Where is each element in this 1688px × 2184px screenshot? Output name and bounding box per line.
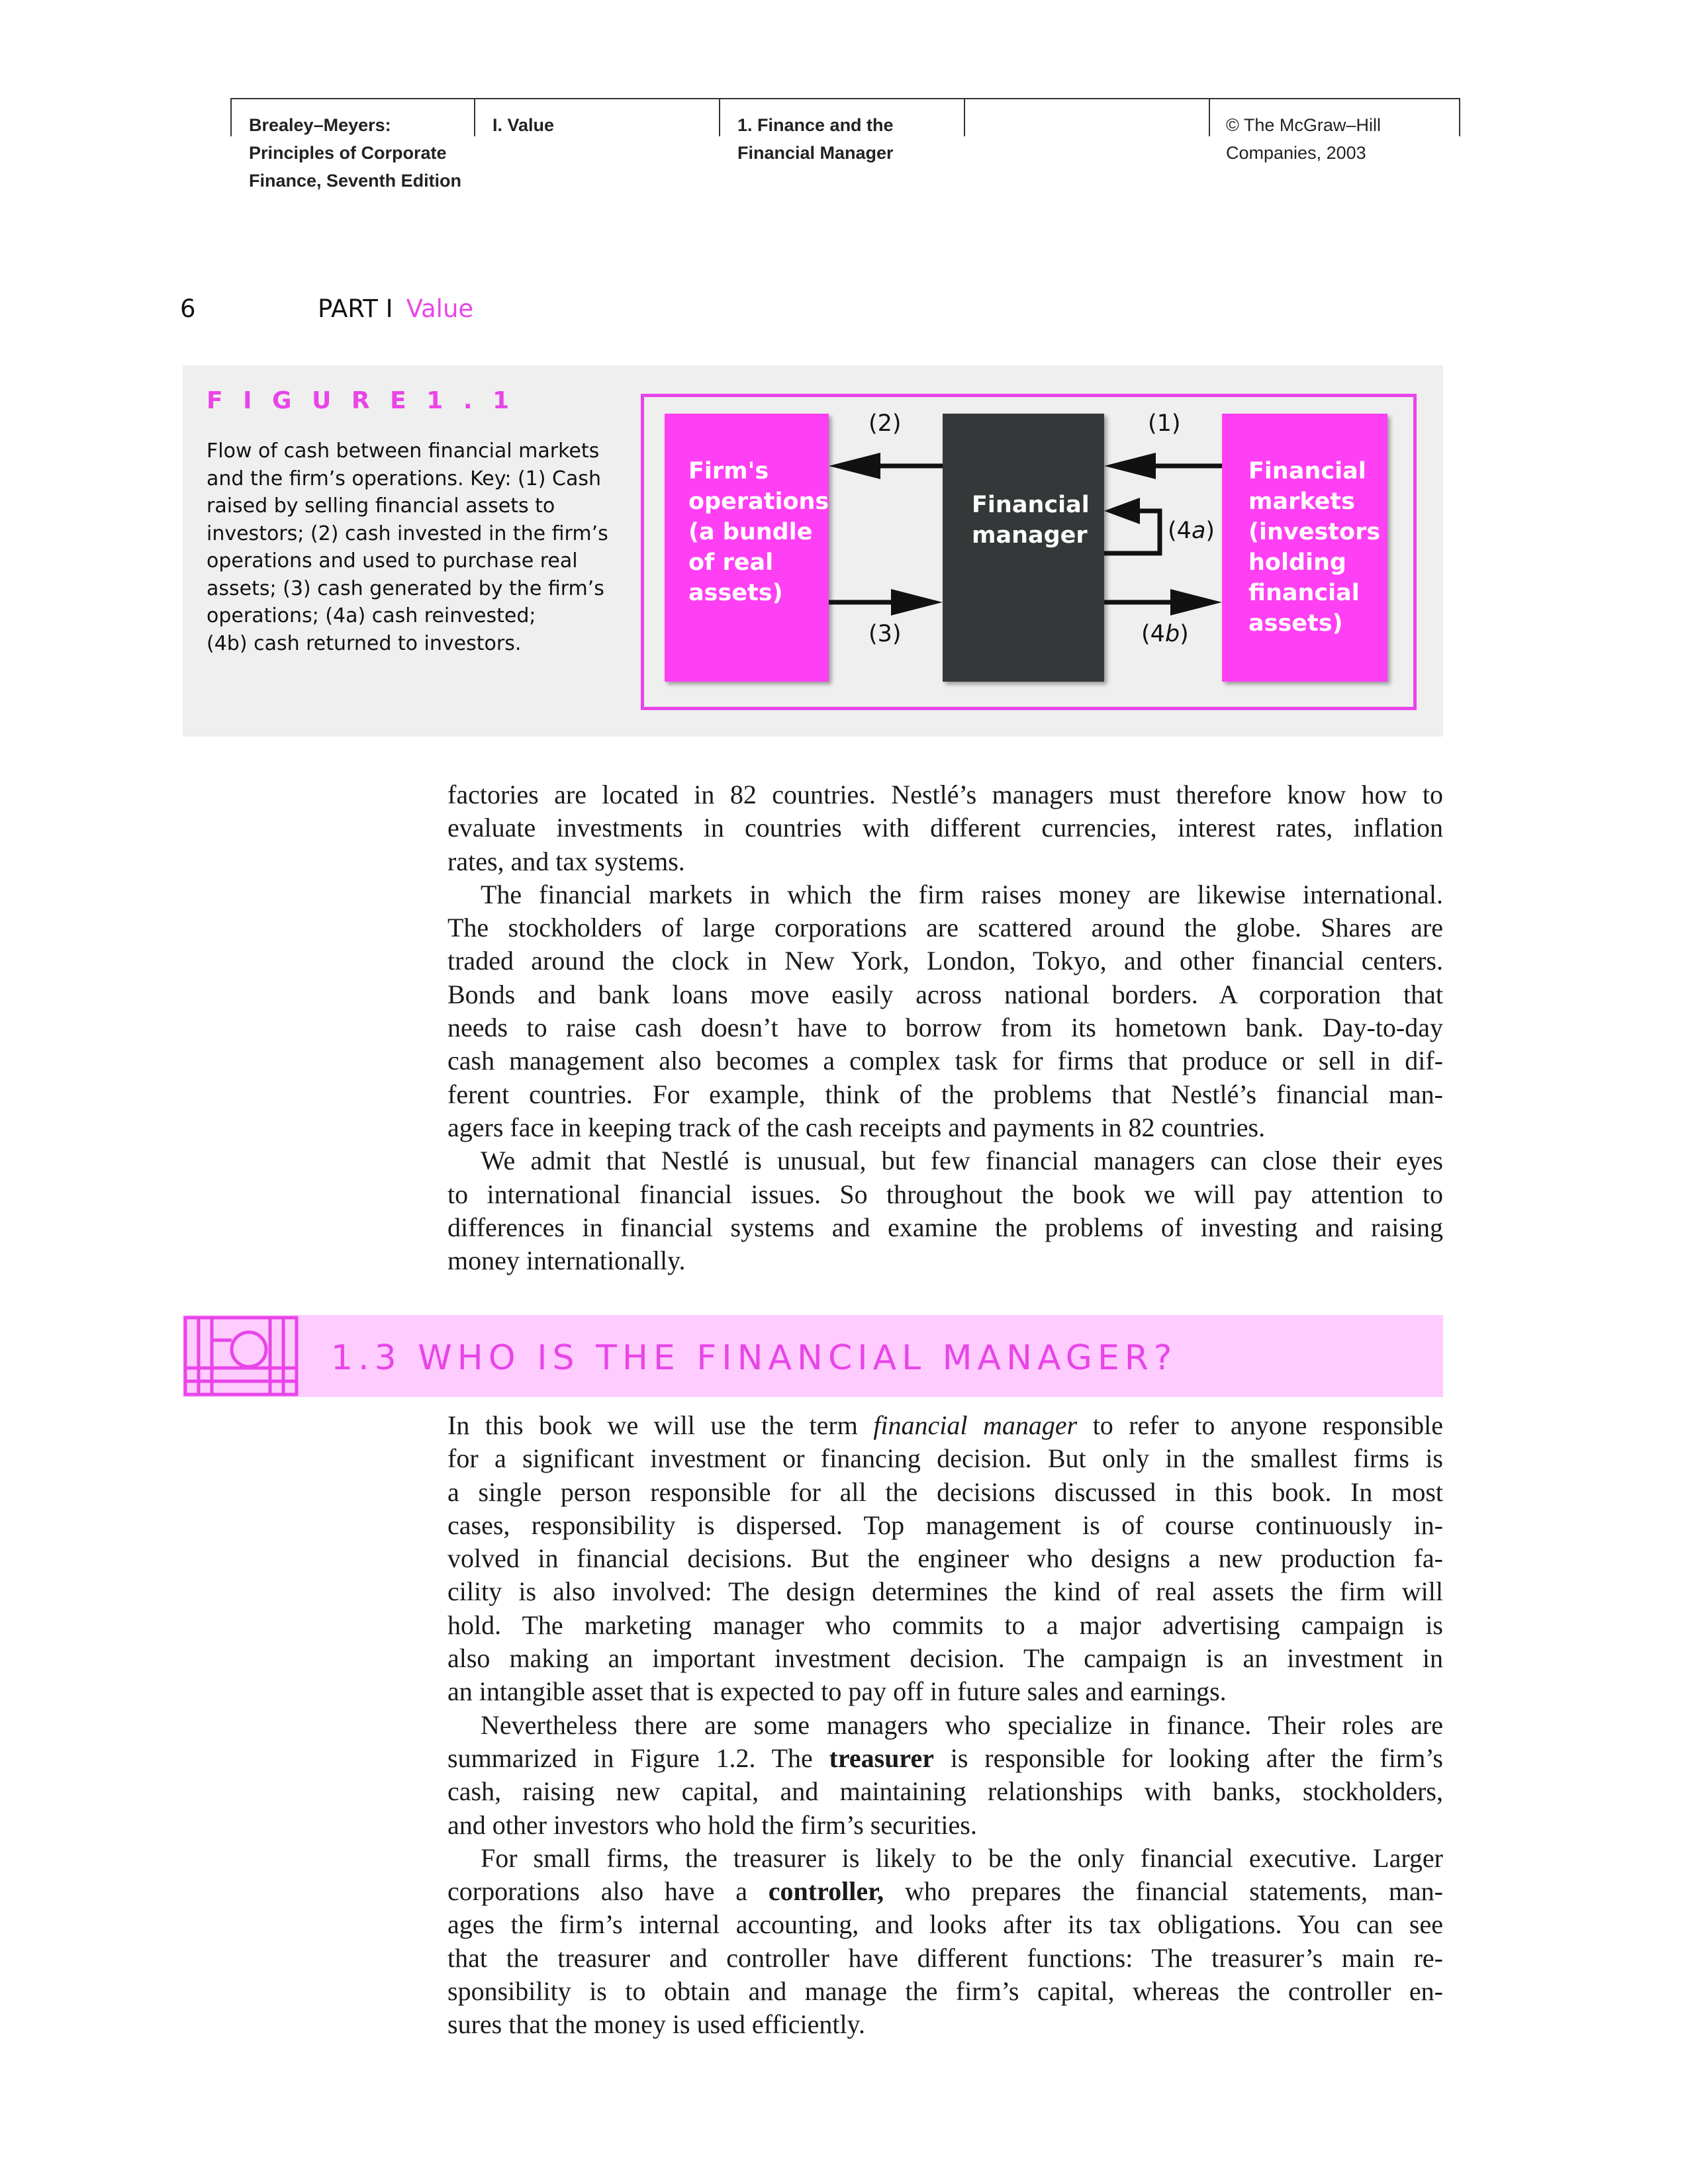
text-line: ages the firm’s internal accounting, and looks after its tax obligations. You can see bbox=[447, 1909, 1443, 1940]
flow-arrows bbox=[0, 0, 1688, 794]
text-line: needs to raise cash doesn’t have to borrow from its hometown bank. Day-to-day bbox=[447, 1013, 1443, 1043]
arrow-label-3: (3) bbox=[868, 621, 902, 647]
text-line: and other investors who hold the firm’s securities. bbox=[447, 1809, 977, 1840]
section-title: 1.3 WHO IS THE FINANCIAL MANAGER? bbox=[331, 1338, 1178, 1378]
text-line: to international financial issues. So throughout the book we will pay attention to bbox=[447, 1179, 1443, 1209]
text-line: corporations also have a controller, who prepares the financial statements, man- bbox=[447, 1876, 1444, 1907]
part-label: PART I bbox=[318, 295, 393, 323]
text-line: hold. The marketing manager who commits to a major advertising campaign is bbox=[447, 1610, 1443, 1640]
text-line: a single person responsible for all the decisions discussed in this book. In most bbox=[447, 1477, 1443, 1507]
text-line: cash, raising new capital, and maintaining relationships with banks, stockholders, bbox=[447, 1776, 1443, 1807]
arrow-3-head bbox=[891, 589, 943, 615]
text-line: The stockholders of large corporations are scattered around the globe. Shares are bbox=[447, 913, 1443, 943]
financial-markets-box: Financial markets (investors holding financial assets) bbox=[1222, 414, 1387, 682]
caption-line: (4b) cash returned to investors. bbox=[207, 631, 522, 655]
page-number: 6 bbox=[180, 295, 196, 323]
arrow-label-4a: (4a) bbox=[1168, 518, 1215, 544]
text-line: that the treasurer and controller have different functions: The treasurer’s main re- bbox=[447, 1942, 1443, 1973]
text-line: Bonds and bank loans move easily across national borders. A corporation that bbox=[447, 979, 1443, 1009]
header-copyright: © The McGraw–Hill Companies, 2003 bbox=[1226, 115, 1381, 163]
text-line: In this book we will use the term financial manager to refer to anyone responsible bbox=[447, 1410, 1444, 1440]
caption-line: investors; (2) cash invested in the firm’s bbox=[207, 522, 608, 545]
text-line: cility is also involved: The design determines the kind of real assets the firm will bbox=[447, 1576, 1443, 1607]
text-line: sures that the money is used efficiently. bbox=[447, 2009, 865, 2040]
text-line: volved in financial decisions. But the engineer who designs a new production fa- bbox=[447, 1543, 1443, 1574]
arrow-1-head bbox=[1104, 453, 1156, 479]
text-line: differences in financial systems and examine the problems of investing and raising bbox=[447, 1212, 1443, 1242]
arrow-2-head bbox=[829, 453, 880, 479]
text-line: for a significant investment or financing decision. But only in the smallest firms is bbox=[447, 1443, 1443, 1474]
text-line: factories are located in 82 countries. Nestlé’s managers must therefore know how to bbox=[447, 780, 1443, 809]
text-line: an intangible asset that is expected to pay off in future sales and earnings. bbox=[447, 1676, 1227, 1707]
arrow-4a-head bbox=[1104, 498, 1140, 524]
arrow-4b-head bbox=[1170, 589, 1222, 615]
caption-line: raised by selling financial assets to bbox=[207, 494, 555, 518]
financial-manager-box: Financial manager bbox=[943, 414, 1104, 682]
firms-operations-box: Firm's operations (a bundle of real assets) bbox=[665, 414, 829, 682]
text-line: traded around the clock in New York, London, Tokyo, and other financial centers. bbox=[447, 946, 1443, 976]
text-line: sponsibility is to obtain and manage the firm’s capital, whereas the controller en- bbox=[447, 1976, 1443, 2007]
text-line: ferent countries. For example, think of the problems that Nestlé’s financial man- bbox=[447, 1079, 1443, 1109]
figure-label: F I G U R E 1 . 1 bbox=[207, 387, 516, 414]
text-line: evaluate investments in countries with different currencies, interest rates, inflation bbox=[447, 813, 1443, 843]
text-line: also making an important investment decision. The campaign is an investment in bbox=[447, 1643, 1443, 1674]
header-book-title: Brealey–Meyers: Principles of Corporate Finance, Seventh Edition bbox=[249, 115, 462, 191]
section-icon bbox=[183, 1315, 299, 1397]
caption-line: operations; (4a) cash reinvested; bbox=[207, 604, 536, 627]
text-line: cash management also becomes a complex task for firms that produce or sell in dif- bbox=[447, 1046, 1443, 1076]
caption-line: operations and used to purchase real bbox=[207, 549, 578, 572]
text-line: The financial markets in which the firm raises money are likewise international. bbox=[481, 879, 1443, 909]
text-line: summarized in Figure 1.2. The treasurer is responsible for looking after the firm’s bbox=[447, 1743, 1443, 1773]
text-line: agers face in keeping track of the cash receipts and payments in 82 countries. bbox=[447, 1112, 1266, 1142]
body-text-bottom bbox=[447, 1409, 1443, 2042]
text-line: Nevertheless there are some managers who specialize in finance. Their roles are bbox=[481, 1709, 1443, 1740]
text-line: We admit that Nestlé is unusual, but few financial managers can close their eyes bbox=[481, 1146, 1443, 1176]
header-chapter: 1. Finance and the Financial Manager bbox=[737, 115, 894, 163]
body-text-top bbox=[447, 778, 1443, 1277]
header-part: I. Value bbox=[492, 115, 555, 135]
text-line: rates, and tax systems. bbox=[447, 846, 685, 876]
caption-line: Flow of cash between financial markets bbox=[207, 439, 600, 463]
caption-line: assets; (3) cash generated by the firm’s bbox=[207, 576, 604, 600]
caption-line: and the firm’s operations. Key: (1) Cash bbox=[207, 467, 601, 490]
text-line: For small firms, the treasurer is likely to be the only financial executive. Larger bbox=[481, 1843, 1443, 1873]
part-title: Value bbox=[406, 295, 474, 323]
text-line: cases, responsibility is dispersed. Top management is of course continuously in- bbox=[447, 1510, 1443, 1540]
arrow-label-2: (2) bbox=[868, 410, 902, 437]
text-line: money internationally. bbox=[447, 1246, 686, 1276]
arrow-label-4b: (4b) bbox=[1141, 621, 1189, 647]
arrow-label-1: (1) bbox=[1148, 410, 1181, 437]
